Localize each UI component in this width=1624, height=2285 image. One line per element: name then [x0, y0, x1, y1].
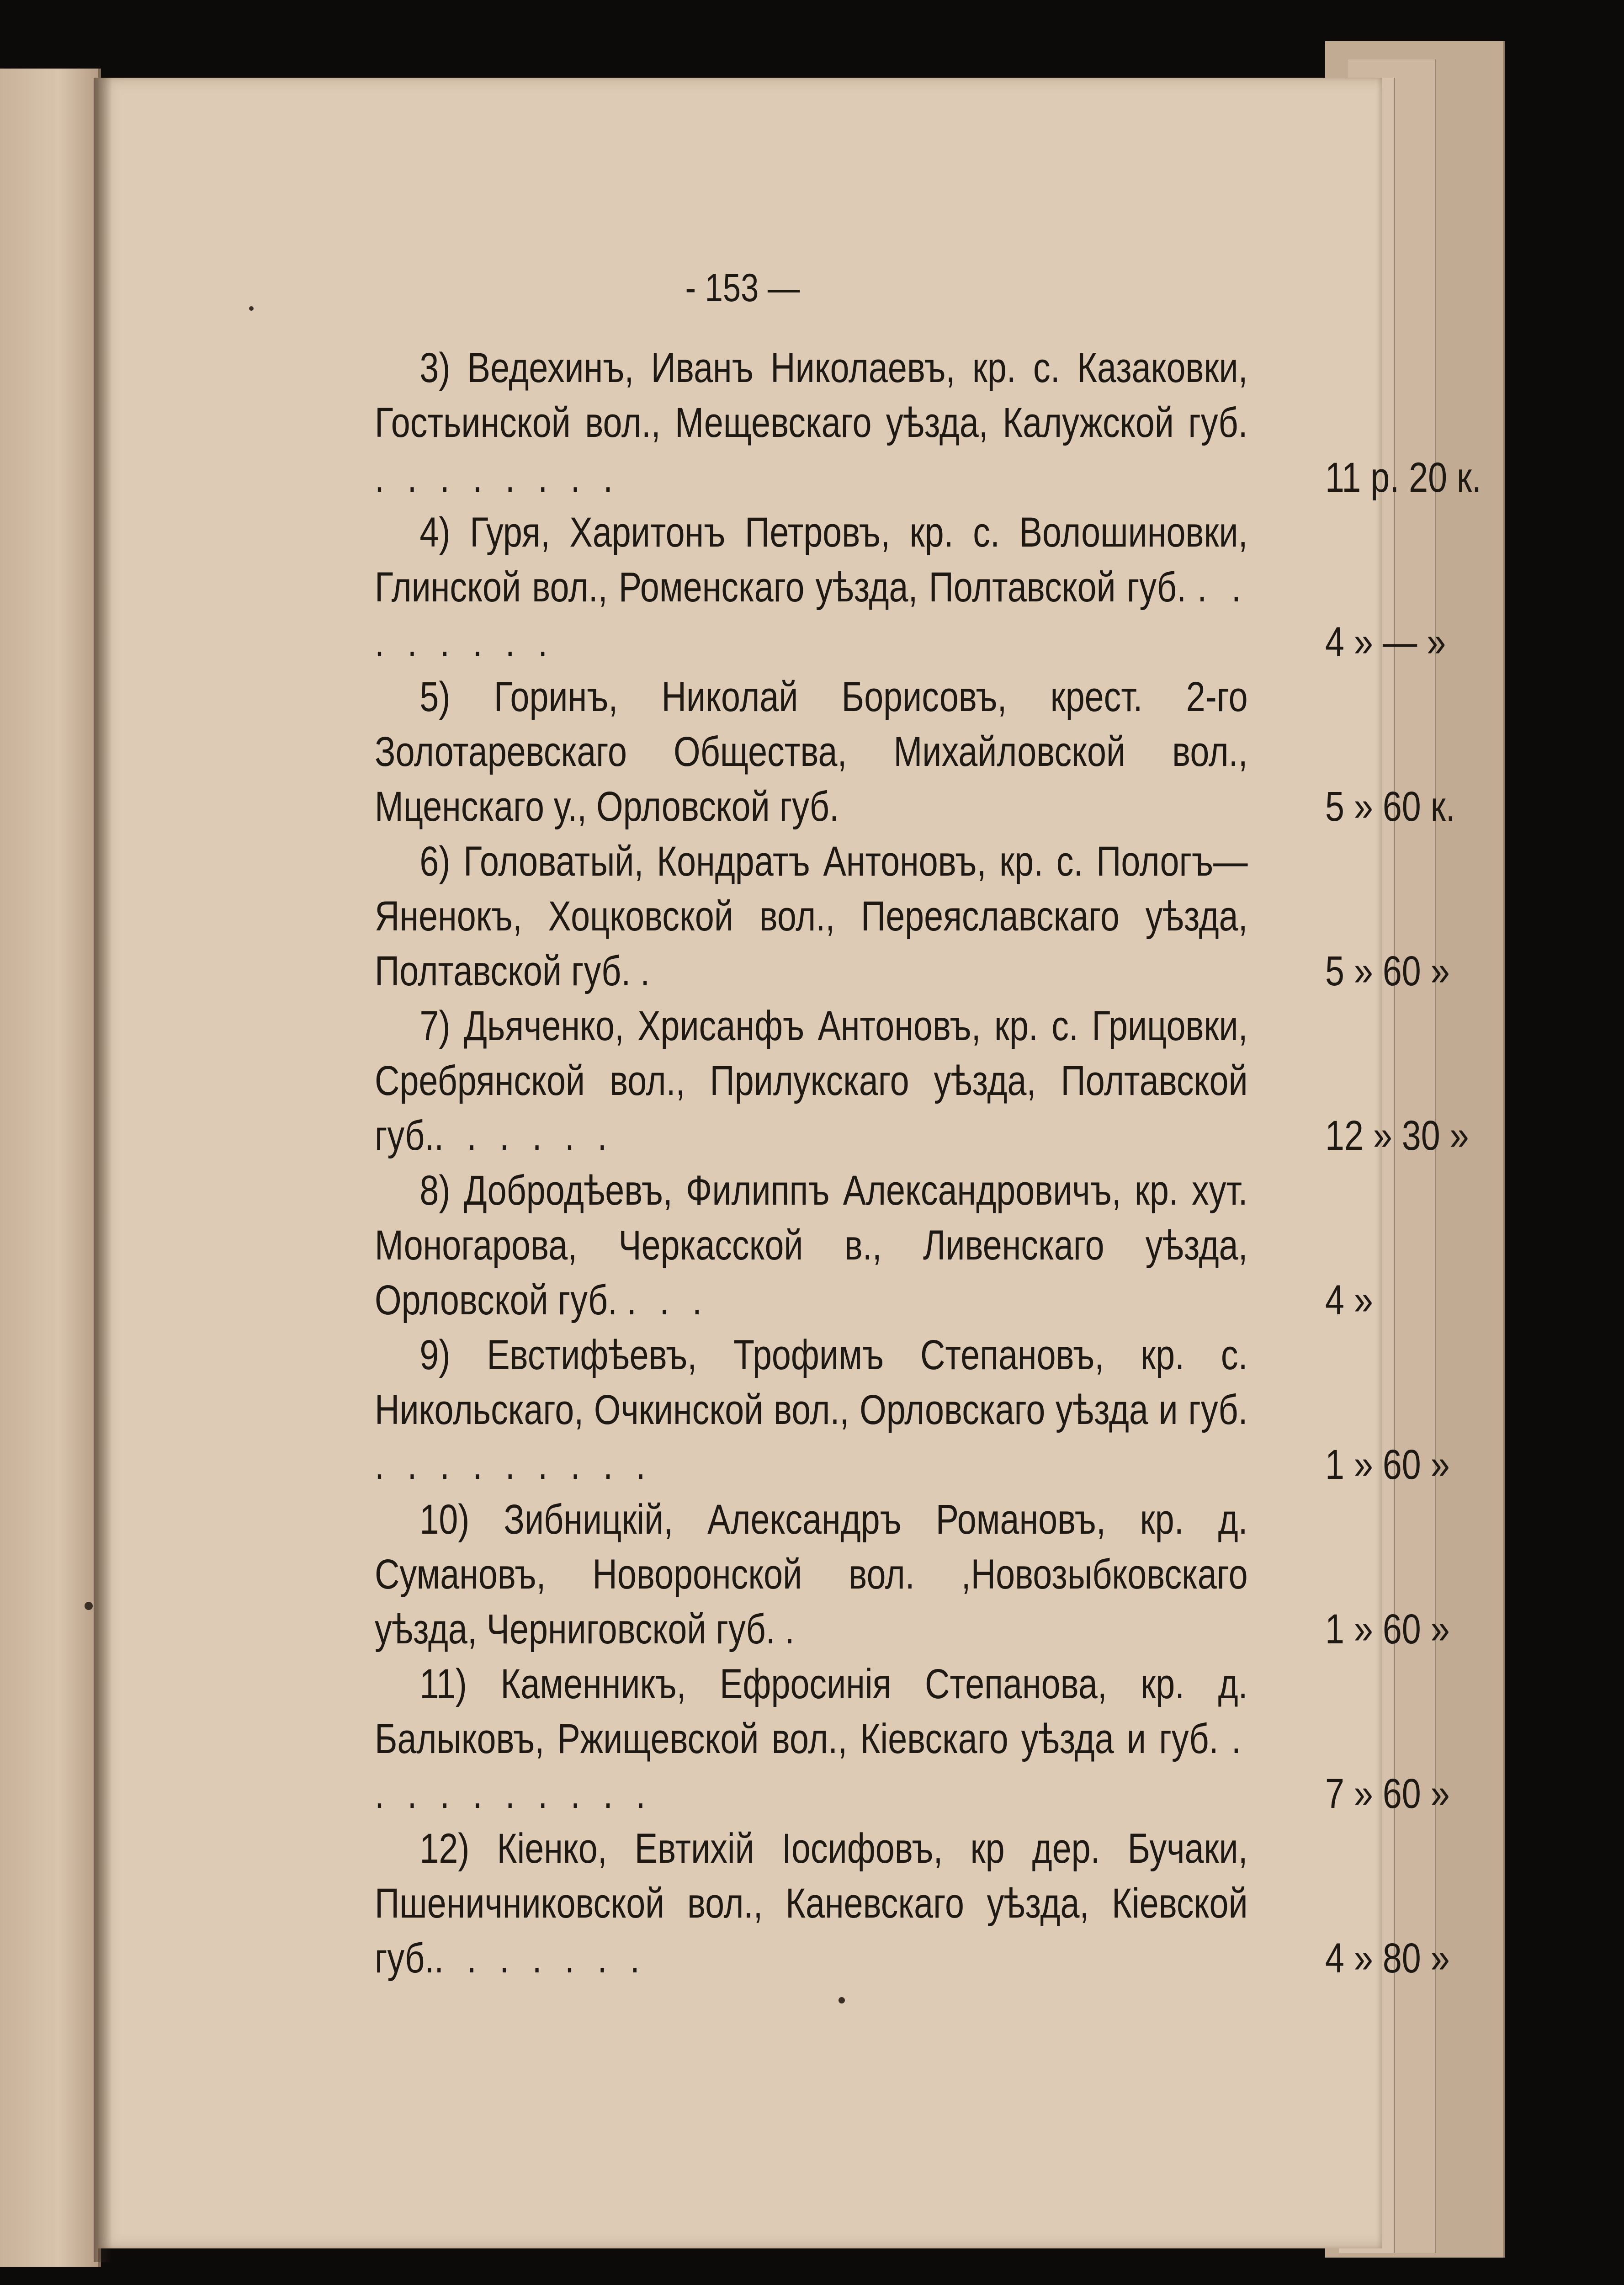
entry-text: 12) Кіенко, Евтихій Іосифовъ, кр дер. Бучаки, Пшеничниковской вол., Каневскаго уѣзда, Кіевской губ.	[375, 1825, 1248, 1982]
entry-amount: 12 » 30 »	[1325, 1112, 1469, 1159]
entry-amount: 5 » 60 к.	[1325, 783, 1455, 830]
entry-leader: .	[640, 948, 657, 994]
entry-leader: .	[785, 1606, 801, 1653]
list-item	[375, 670, 1455, 834]
entry-amount: 1 » 60 »	[1325, 1606, 1450, 1653]
ink-speck	[249, 306, 254, 311]
entry-amount: 4 » — »	[1325, 619, 1446, 665]
ink-speck	[85, 1602, 93, 1610]
entry-amount: 4 »	[1325, 1277, 1373, 1323]
entry-text: 3) Ведехинъ, Иванъ Николаевъ, кр. с. Казаковки, Гостьинской вол., Мещевскаго уѣзда, Калужской губ.	[375, 345, 1248, 446]
list-item	[375, 1492, 1450, 1657]
entry-amount: 7 » 60 »	[1325, 1770, 1450, 1817]
entry-leader: . . . . . . . .	[375, 454, 620, 501]
entry-amount: 11 р. 20 к.	[1325, 454, 1481, 501]
list-item	[375, 1163, 1373, 1328]
list-item	[375, 505, 1446, 670]
entry-text: 7) Дьяченко, Хрисанфъ Антоновъ, кр. с. Грицовки, Сребрянской вол., Прилукскаго уѣзда, Полтавской губ.	[375, 1003, 1248, 1159]
entry-amount: 1 » 60 »	[1325, 1441, 1450, 1488]
entry-leader: . . .	[626, 1277, 709, 1323]
entry-text: 11) Каменникъ, Ефросинія Степанова, кр. д. Балыковъ, Ржищевской вол., Кіевскаго уѣзда и губ.	[375, 1661, 1248, 1762]
book-page	[98, 78, 1481, 2248]
entry-text: 8) Добродѣевъ, Филиппъ Александровичъ, кр. хут. Моногарова, Черкасской в., Ливенскаго уѣзда, Орловской губ.	[375, 1167, 1248, 1323]
entry-amount: 4 » 80 »	[1325, 1935, 1450, 1982]
list-item	[375, 999, 1469, 1163]
list-item	[375, 1657, 1450, 1821]
gutter-shadow	[94, 78, 112, 2262]
entry-text: 9) Евстифѣевъ, Трофимъ Степановъ, кр. с. Никольскаго, Очкинской вол., Орловскаго уѣзда и губ.	[375, 1332, 1248, 1433]
entry-text: 4) Гуря, Харитонъ Петровъ, кр. с. Волошиновки, Глинской вол., Роменскаго уѣзда, Полтавской губ.	[375, 509, 1248, 611]
list-item	[375, 340, 1481, 505]
entry-leader: . . . . . . . . .	[375, 1441, 653, 1488]
entry-amount: 5 » 60 »	[1325, 948, 1450, 994]
list-item	[375, 1328, 1450, 1492]
left-page-edge	[0, 69, 101, 2267]
entry-text: 5) Горинъ, Николай Борисовъ, крест. 2-го Золотаревскаго Общества, Михайловской вол., Мценскаго у., Орловской губ.	[375, 674, 1248, 830]
entry-text: 6) Головатый, Кондратъ Антоновъ, кр. с. Пологъ—Яненокъ, Хоцковской вол., Переяславскаго уѣзда, Полтавской губ.	[375, 838, 1248, 994]
ink-speck	[839, 1997, 845, 2003]
entry-leader: . . . . . . . .	[375, 564, 1248, 665]
entry-text: 10) Зибницкій, Александръ Романовъ, кр. д. Сумановъ, Новоронской вол. ,Новозыбковскаго уѣзда, Черниговской губ.	[375, 1496, 1248, 1653]
page-number: - 153 —	[685, 266, 800, 310]
entry-leader: . . . . . . .	[434, 1935, 647, 1982]
entry-leader: . . . . . .	[434, 1112, 614, 1159]
entry-leader: . . . . . . . . . .	[375, 1716, 1248, 1817]
list-item	[375, 1821, 1450, 1986]
list-item	[375, 834, 1450, 999]
